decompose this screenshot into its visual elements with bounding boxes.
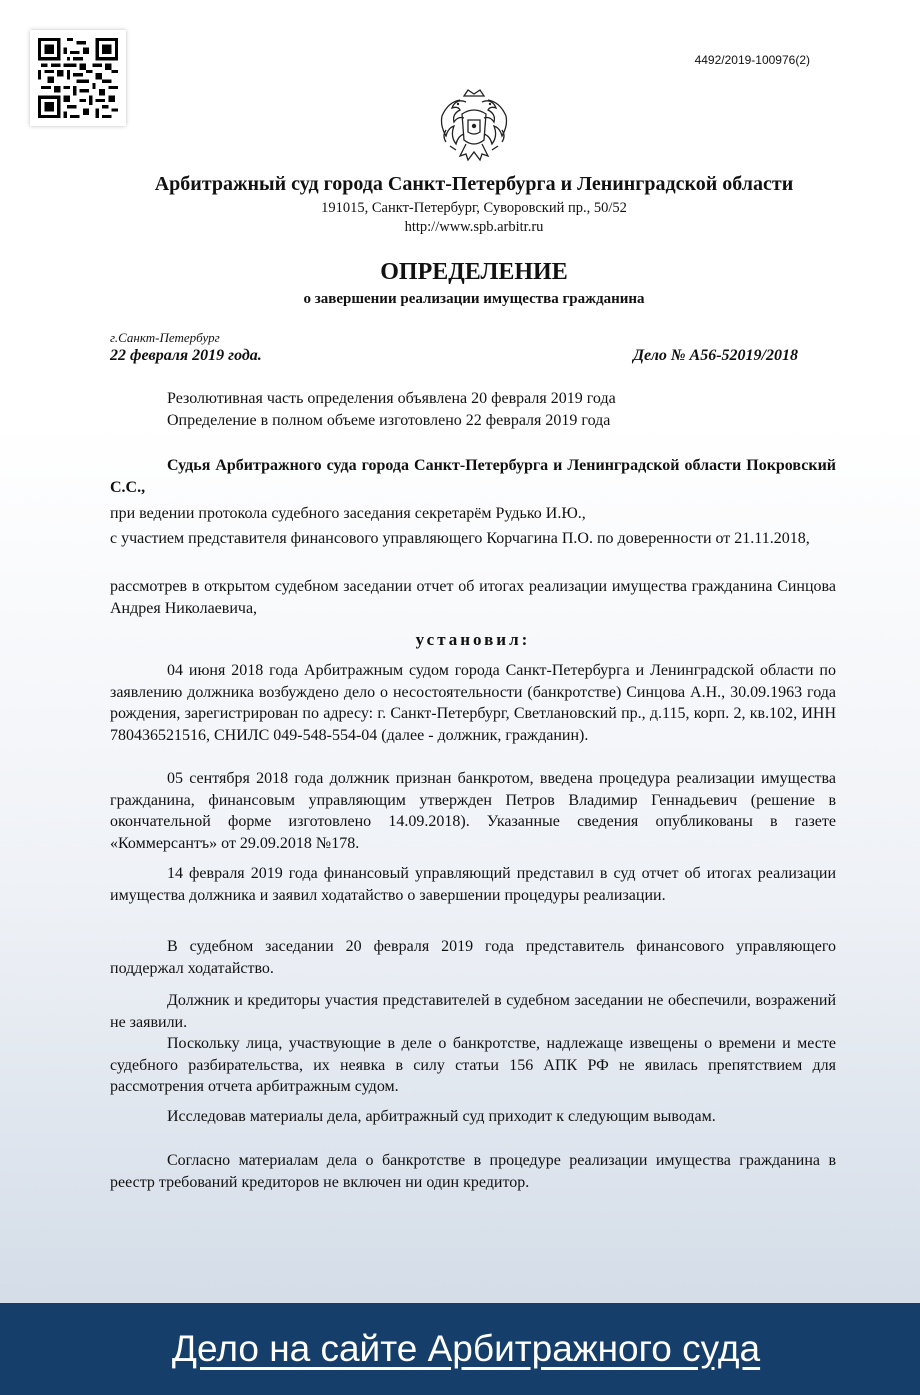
document-title: ОПРЕДЕЛЕНИЕ <box>380 259 568 285</box>
paragraph: Согласно материалам дела о банкротстве в процедуре реализации имущества гражданина в реестр требований кредиторов не включен ни один кредитор. <box>110 1152 836 1191</box>
announced-line: Резолютивная часть определения объявлена 20 февраля 2019 года <box>167 390 616 407</box>
case-reference-code: 4492/2019-100976(2) <box>694 53 810 67</box>
paragraph: Должник и кредиторы участия представителей в судебном заседании не обеспечили, возражений не заявили. <box>110 992 836 1031</box>
secretary-line: при ведении протокола судебного заседания секретарём Рудько И.Ю., <box>110 505 586 522</box>
document-subtitle: о завершении реализации имущества гражданина <box>303 291 645 307</box>
judge-line: Судья Арбитражного суда города Санкт-Петербурга и Ленинградской области Покровский С.С., <box>110 457 836 496</box>
qr-code <box>30 30 126 126</box>
paragraph: 04 июня 2018 года Арбитражным судом города Санкт-Петербурга и Ленинградской области по заявлению должника возбуждено дело о несостоятельности (банкротстве) Синцова А.Н., 30.09.1963 года рождения, зарегистрирован по адресу: г. Санкт-Петербург, Светлановский пр., д.115, корп. 2, кв.102, ИНН 780436521516, СНИЛС 049-548-554-04 (далее - должник, гражданин). <box>110 662 836 744</box>
court-name: Арбитражный суд города Санкт-Петербурга и Ленинградской области <box>154 173 794 195</box>
paragraph: В судебном заседании 20 февраля 2019 года представитель финансового управляющего поддержал ходатайство. <box>110 938 836 977</box>
paragraph: 14 февраля 2019 года финансовый управляющий представил в суд отчет об итогах реализации имущества должника и заявил ходатайство о завершении процедуры реализации. <box>110 865 836 904</box>
court-case-link[interactable]: Дело на сайте Арбитражного суда <box>171 1328 761 1369</box>
footer-banner <box>0 1303 920 1395</box>
considered-line: рассмотрев в открытом судебном заседании отчет об итогах реализации имущества гражданина Синцова Андрея Николаевича, <box>110 578 836 617</box>
prepared-line: Определение в полном объеме изготовлено 22 февраля 2019 года <box>167 411 611 429</box>
city: г.Санкт-Петербург <box>110 330 220 345</box>
established-heading: установил: <box>415 630 531 649</box>
paragraph: 05 сентября 2018 года должник признан банкротом, введена процедура реализации имущества гражданина, финансовым управляющим утвержден Петров Владимир Геннадьевич (решение в окончательной форме изготовлено 14.09.2018). Указанные сведения опубликованы в газете «Коммерсантъ» от 29.09.2018 №178. <box>110 770 836 852</box>
double-headed-eagle-emblem <box>436 86 512 166</box>
paragraph: Исследовав материалы дела, арбитражный суд приходит к следующим выводам. <box>167 1108 716 1125</box>
court-address: 191015, Санкт-Петербург, Суворовский пр., 50/52 <box>321 200 627 216</box>
document-date: 22 февраля 2019 года. <box>110 347 262 364</box>
paragraph: Поскольку лица, участвующие в деле о банкротстве, надлежаще извещены о времени и месте судебного разбирательства, их неявка в силу статьи 156 АПК РФ не явилась препятствием для рассмотрения отчета арбитражным судом. <box>110 1035 836 1095</box>
case-number: Дело № А56-52019/2018 <box>633 347 798 364</box>
court-website: http://www.spb.arbitr.ru <box>404 219 544 235</box>
intro-block <box>167 388 847 431</box>
participants-line: с участием представителя финансового управляющего Корчагина П.О. по доверенности от 21.11.2018, <box>110 530 810 547</box>
